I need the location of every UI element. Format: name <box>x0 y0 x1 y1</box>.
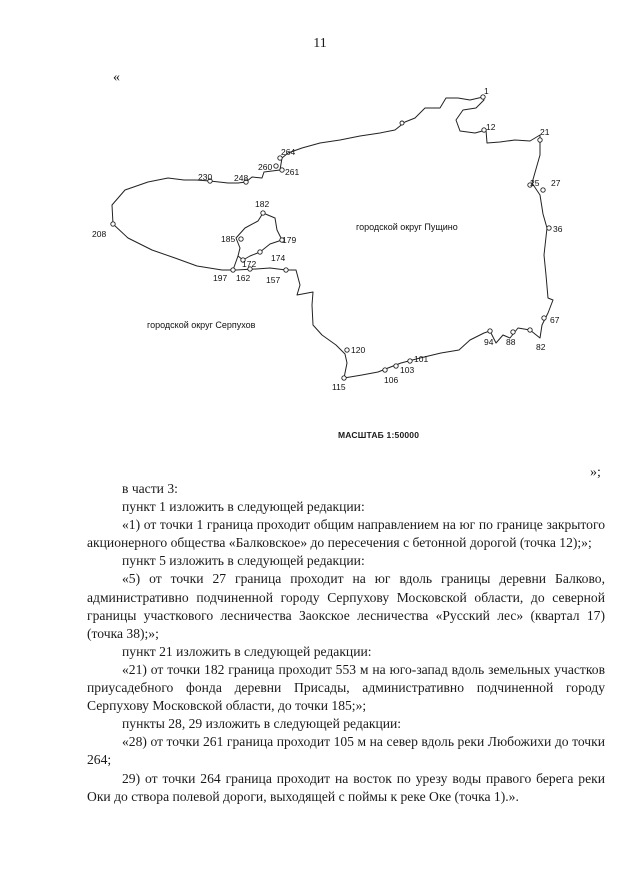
point-label: 115 <box>332 382 346 392</box>
paragraph: «5) от точки 27 граница проходит на юг вдоль границы деревни Балково, административно подчиненной городу Серпухову Московской области, до северной границы участкового лесничества Заокское лесничества «Русский лес» (квартал 17) (точка 38);»; <box>87 571 605 641</box>
point-label: 248 <box>234 173 249 183</box>
point-label: 27 <box>551 178 561 188</box>
point-label: 101 <box>414 354 429 364</box>
point-label: 36 <box>553 224 563 234</box>
point-label: 94 <box>484 337 494 347</box>
closing-quote: »; <box>590 465 601 480</box>
point-label: 25 <box>530 178 540 188</box>
point-label: 120 <box>351 345 366 355</box>
paragraph: пункт 5 изложить в следующей редакции: <box>122 553 365 569</box>
point-label: 172 <box>242 259 257 269</box>
outer-boundary <box>112 97 553 378</box>
point-label: 261 <box>285 167 300 177</box>
amendment-text <box>87 480 605 806</box>
point-label: 230 <box>198 172 213 182</box>
point-label: 12 <box>486 122 496 132</box>
point-label: 185 <box>221 234 236 244</box>
paragraph: «1) от точки 1 граница проходит общим направлением на юг по границе закрытого акционерного общества «Балковское» до пересечения с бетонной дорогой (точка 12);»; <box>87 517 605 551</box>
point-label: 174 <box>271 253 286 263</box>
paragraph: 29) от точки 264 граница проходит на восток по урезу воды правого берега реки Оки до створа полевой дороги, выходящей с поймы к реке Оке (точка 1).». <box>87 770 605 804</box>
point-label: 1 <box>484 86 489 96</box>
paragraph: пункт 1 изложить в следующей редакции: <box>122 499 365 515</box>
point-label: 182 <box>255 199 270 209</box>
point-label: 208 <box>92 229 107 239</box>
paragraph: в части 3: <box>122 481 178 496</box>
paragraph: «28) от точки 261 граница проходит 105 м на север вдоль реки Любожихи до точки 264; <box>87 734 605 768</box>
region-label-pushchino: городской округ Пущино <box>356 222 458 232</box>
map-scale: МАСШТАБ 1:50000 <box>338 430 420 440</box>
point-label: 264 <box>281 147 296 157</box>
paragraph: «21) от точки 182 граница проходит 553 м на юго-запад вдоль земельных участков приусадебного фонда деревни Присады, административно подчиненной городу Серпухову Московской области, до точки 185;»; <box>87 661 605 714</box>
point-label: 88 <box>506 337 516 347</box>
point-label: 67 <box>550 315 560 325</box>
region-label-serpukhov: городской округ Серпухов <box>147 320 256 330</box>
point-label: 197 <box>213 273 228 283</box>
point-label: 157 <box>266 275 281 285</box>
point-label: 82 <box>536 342 546 352</box>
paragraph: пункт 21 изложить в следующей редакции: <box>122 643 372 659</box>
point-label: 260 <box>258 162 273 172</box>
paragraph: пункты 28, 29 изложить в следующей редакции: <box>122 716 402 732</box>
page-number: 11 <box>313 36 327 51</box>
point-label: 21 <box>540 127 550 137</box>
opening-quote: « <box>113 70 120 85</box>
point-label: 179 <box>282 235 297 245</box>
point-label: 162 <box>236 273 251 283</box>
point-label: 106 <box>384 375 399 385</box>
point-label: 103 <box>400 365 415 375</box>
